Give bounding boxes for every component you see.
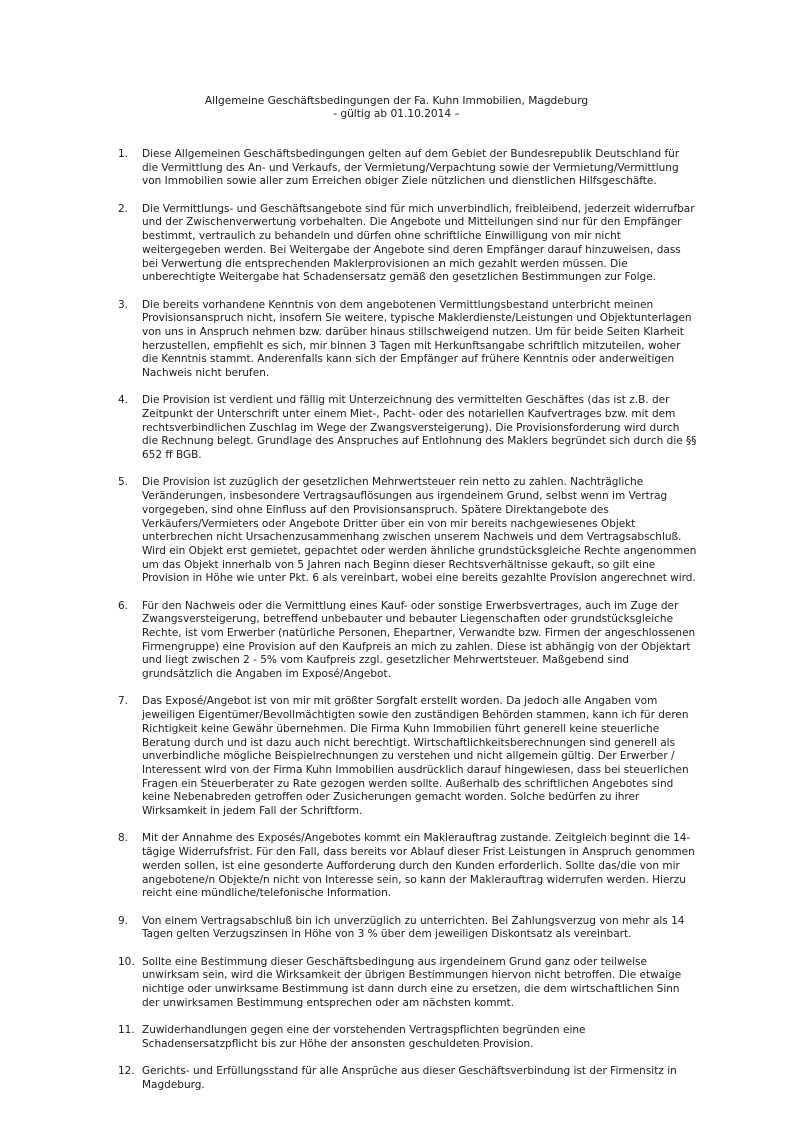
term-number: 10. bbox=[118, 955, 135, 968]
document-validity: - gültig ab 01.10.2014 – bbox=[333, 108, 460, 120]
term-item bbox=[118, 203, 698, 285]
term-item bbox=[118, 956, 698, 1011]
term-text: Sollte eine Bestimmung dieser Geschäftsbedingung aus irgendeinem Grund ganz oder teilweise unwirksam sein, wird die Wirksamkeit der übrigen Bestimmungen hiervon nicht betroffen. Die etwaige nichtige oder unwirksame Bestimmung ist dann durch eine zu ersetzen, die dem wirtschaftlichen Sinn der unwirksamen Bestimmung entsprechen oder am nächsten kommt. bbox=[142, 955, 682, 1009]
term-item bbox=[118, 476, 698, 586]
document-title: Allgemeine Geschäftsbedingungen der Fa. Kuhn Immobilien, Magdeburg bbox=[204, 95, 589, 107]
term-text: Zuwiderhandlungen gegen eine der vorstehenden Vertragspflichten begründen eine Schadensersatzpflicht bis zur Höhe der ansonsten geschuldeten Provision. bbox=[142, 1023, 586, 1050]
term-number: 8. bbox=[118, 832, 129, 845]
term-item bbox=[118, 394, 698, 463]
term-number: 4. bbox=[118, 394, 129, 407]
term-text: Die Provision ist zuzüglich der gesetzlichen Mehrwertsteuer rein netto zu zahlen. Nachträgliche Veränderungen, insbesondere Vertragsauflösungen aus irgendeinem Grund, selbst wenn im Vertrag vorgegeben, sind ohne Einfluss auf den Provisionsanspruch. Spätere Direktangebote des Verkäufers/Vermieters oder Angebote Dritter über ein von mir bereits nachgewiesenes Objekt unterbrechen nicht Ursachenzusammenhang zwischen unserem Nachweis und dem Vertragsabschluß. Wird ein Objekt erst gemietet, gepachtet oder werden ähnliche grundstücksgleiche Rechte angenommen um das Objekt innerhalb von 5 Jahren nach Beginn dieser Rechtsverhältnisse gekauft, so gilt eine Provision in Höhe wie unter Pkt. 6 als vereinbart, wobei eine bereits gezahlte Provision angerechnet wird. bbox=[142, 476, 697, 585]
term-item bbox=[118, 1024, 698, 1051]
terms-list bbox=[118, 148, 698, 1106]
term-text: Für den Nachweis oder die Vermittlung eines Kauf- oder sonstige Erwerbsvertrages, auch im Zuge der Zwangsversteigerung, betreffend unbebauter und bebauter Liegenschaften oder grundstücksgleiche Rechte, ist vom Erwerber (natürliche Personen, Ehepartner, Verwandte bzw. Firmen der angeschlossenen Firmengruppe) eine Provision auf den Kaufpreis an mich zu zahlen. Diese ist abhängig von der Objektart und liegt zwischen 2 - 5% vom Kaufpreis zzgl. gesetzlicher Mehrwertsteuer. Maßgebend sind grundsätzlich die Angaben im Exposé/Angebot. bbox=[142, 599, 696, 681]
term-number: 2. bbox=[118, 202, 129, 215]
term-item bbox=[118, 600, 698, 682]
term-item bbox=[118, 299, 698, 381]
term-text: Von einem Vertragsabschluß bin ich unverzüglich zu unterrichten. Bei Zahlungsverzug von mehr als 14 Tagen gelten Verzugszinsen in Höhe von 3 % über dem jeweiligen Diskontsatz als vereinbart. bbox=[142, 914, 685, 941]
term-text: Diese Allgemeinen Geschäftsbedingungen gelten auf dem Gebiet der Bundesrepublik Deutschland für die Vermittlung des An- und Verkaufs, der Vermietung/Verpachtung sowie der Vermietung/Vermittlung von Immobilien sowie aller zum Erreichen obiger Ziele nützlichen und dienstlichen Hilfsgeschäfte. bbox=[142, 148, 680, 188]
term-text: Die Vermittlungs- und Geschäftsangebote sind für mich unverbindlich, freibleibend, jederzeit widerrufbar und der Zwischenverwertung vorbehalten. Die Angebote und Mitteilungen sind nur für den Empfänger bestimmt, vertraulich zu behandeln und dürfen ohne schriftliche Einwilligung von mir nicht weitergegeben werden. Bei Weitergabe der Angebote sind deren Empfänger darauf hinzuweisen, dass bei Verwertung die entsprechenden Maklerprovisionen an mich gezahlt werden müssen. Die unberechtigte Weitergabe hat Schadensersatz gemäß den gesetzlichen Bestimmungen zur Folge. bbox=[142, 202, 695, 284]
term-number: 1. bbox=[118, 148, 129, 160]
term-item bbox=[118, 695, 698, 818]
term-text: Gerichts- und Erfüllungsstand für alle Ansprüche aus dieser Geschäftsverbindung ist der Firmensitz in Magdeburg. bbox=[142, 1064, 677, 1091]
term-number: 6. bbox=[118, 599, 129, 612]
document-header bbox=[0, 95, 793, 121]
term-item bbox=[118, 832, 698, 901]
term-text: Mit der Annahme des Exposés/Angebotes kommt ein Maklerauftrag zustande. Zeitgleich beginnt die 14-tägige Widerrufsfrist. Für den Fall, dass bereits vor Ablauf dieser Frist Leistungen in Anspruch genommen werden sollen, ist eine gesonderte Aufforderung durch den Kunden erforderlich. Sollte das/die von mir angebotene/n Objekte/n nicht von Interesse sein, so kann der Maklerauftrag widerrufen werden. Hierzu reicht eine mündliche/telefonische Information. bbox=[142, 832, 695, 900]
term-number: 9. bbox=[118, 914, 129, 927]
term-item bbox=[118, 148, 698, 189]
term-text: Die Provision ist verdient und fällig mit Unterzeichnung des vermittelten Geschäftes (das ist z.B. der Zeitpunkt der Unterschrift unter einem Miet-, Pacht- oder des notariellen Kaufvertrages bzw. mit dem rechtsverbindlichen Zuschlag im Wege der Zwangsversteigerung). Die Provisionsforderung wird durch die Rechnung belegt. Grundlage des Anspruches auf Entlohnung des Maklers begründet sich durch die §§ 652 ff BGB. bbox=[142, 394, 697, 462]
term-item bbox=[118, 1065, 698, 1092]
term-number: 11. bbox=[118, 1023, 135, 1036]
term-number: 3. bbox=[118, 298, 129, 311]
term-text: Das Exposé/Angebot ist von mir mit größter Sorgfalt erstellt worden. Da jedoch alle Angaben vom jeweiligen Eigentümer/Bevollmächtigten sowie den zuständigen Behörden stammen, kann ich für deren Richtigkeit keine Gewähr übernehmen. Die Firma Kuhn Immobilien führt generell keine steuerliche Beratung durch und ist dazu auch nicht berechtigt. Wirtschaftlichkeitsberechnungen sind generell als unverbindliche mögliche Beispielrechnungen zu verstehen und nicht allgemein gültig. Der Erwerber / Interessent wird von der Firma Kuhn Immobilien ausdrücklich darauf hingewiesen, dass bei steuerlichen Fragen ein Steuerberater zu Rate gezogen werden sollte. Außerhalb des schriftlichen Angebotes sind keine Nebenabreden getroffen oder Zusicherungen gemacht worden. Solche bedürfen zu ihrer Wirksamkeit in jedem Fall der Schriftform. bbox=[142, 695, 689, 818]
term-text: Die bereits vorhandene Kenntnis von dem angebotenen Vermittlungsbestand unterbricht meinen Provisionsanspruch nicht, insofern Sie weitere, typische Maklerdienste/Leistungen und Objektunterlagen von uns in Anspruch nehmen bzw. darüber hinaus stillschweigend nutzen. Um für beide Seiten Klarheit herzustellen, empfiehlt es sich, mir binnen 3 Tagen mit Herkunftsangabe schriftlich mitzuteilen, woher die Kenntnis stammt. Anderenfalls kann sich der Empfänger auf frühere Kenntnis oder anderweitigen Nachweis nicht berufen. bbox=[142, 298, 692, 380]
term-number: 5. bbox=[118, 476, 129, 489]
term-number: 12. bbox=[118, 1064, 135, 1077]
term-number: 7. bbox=[118, 695, 129, 708]
term-item bbox=[118, 915, 698, 942]
